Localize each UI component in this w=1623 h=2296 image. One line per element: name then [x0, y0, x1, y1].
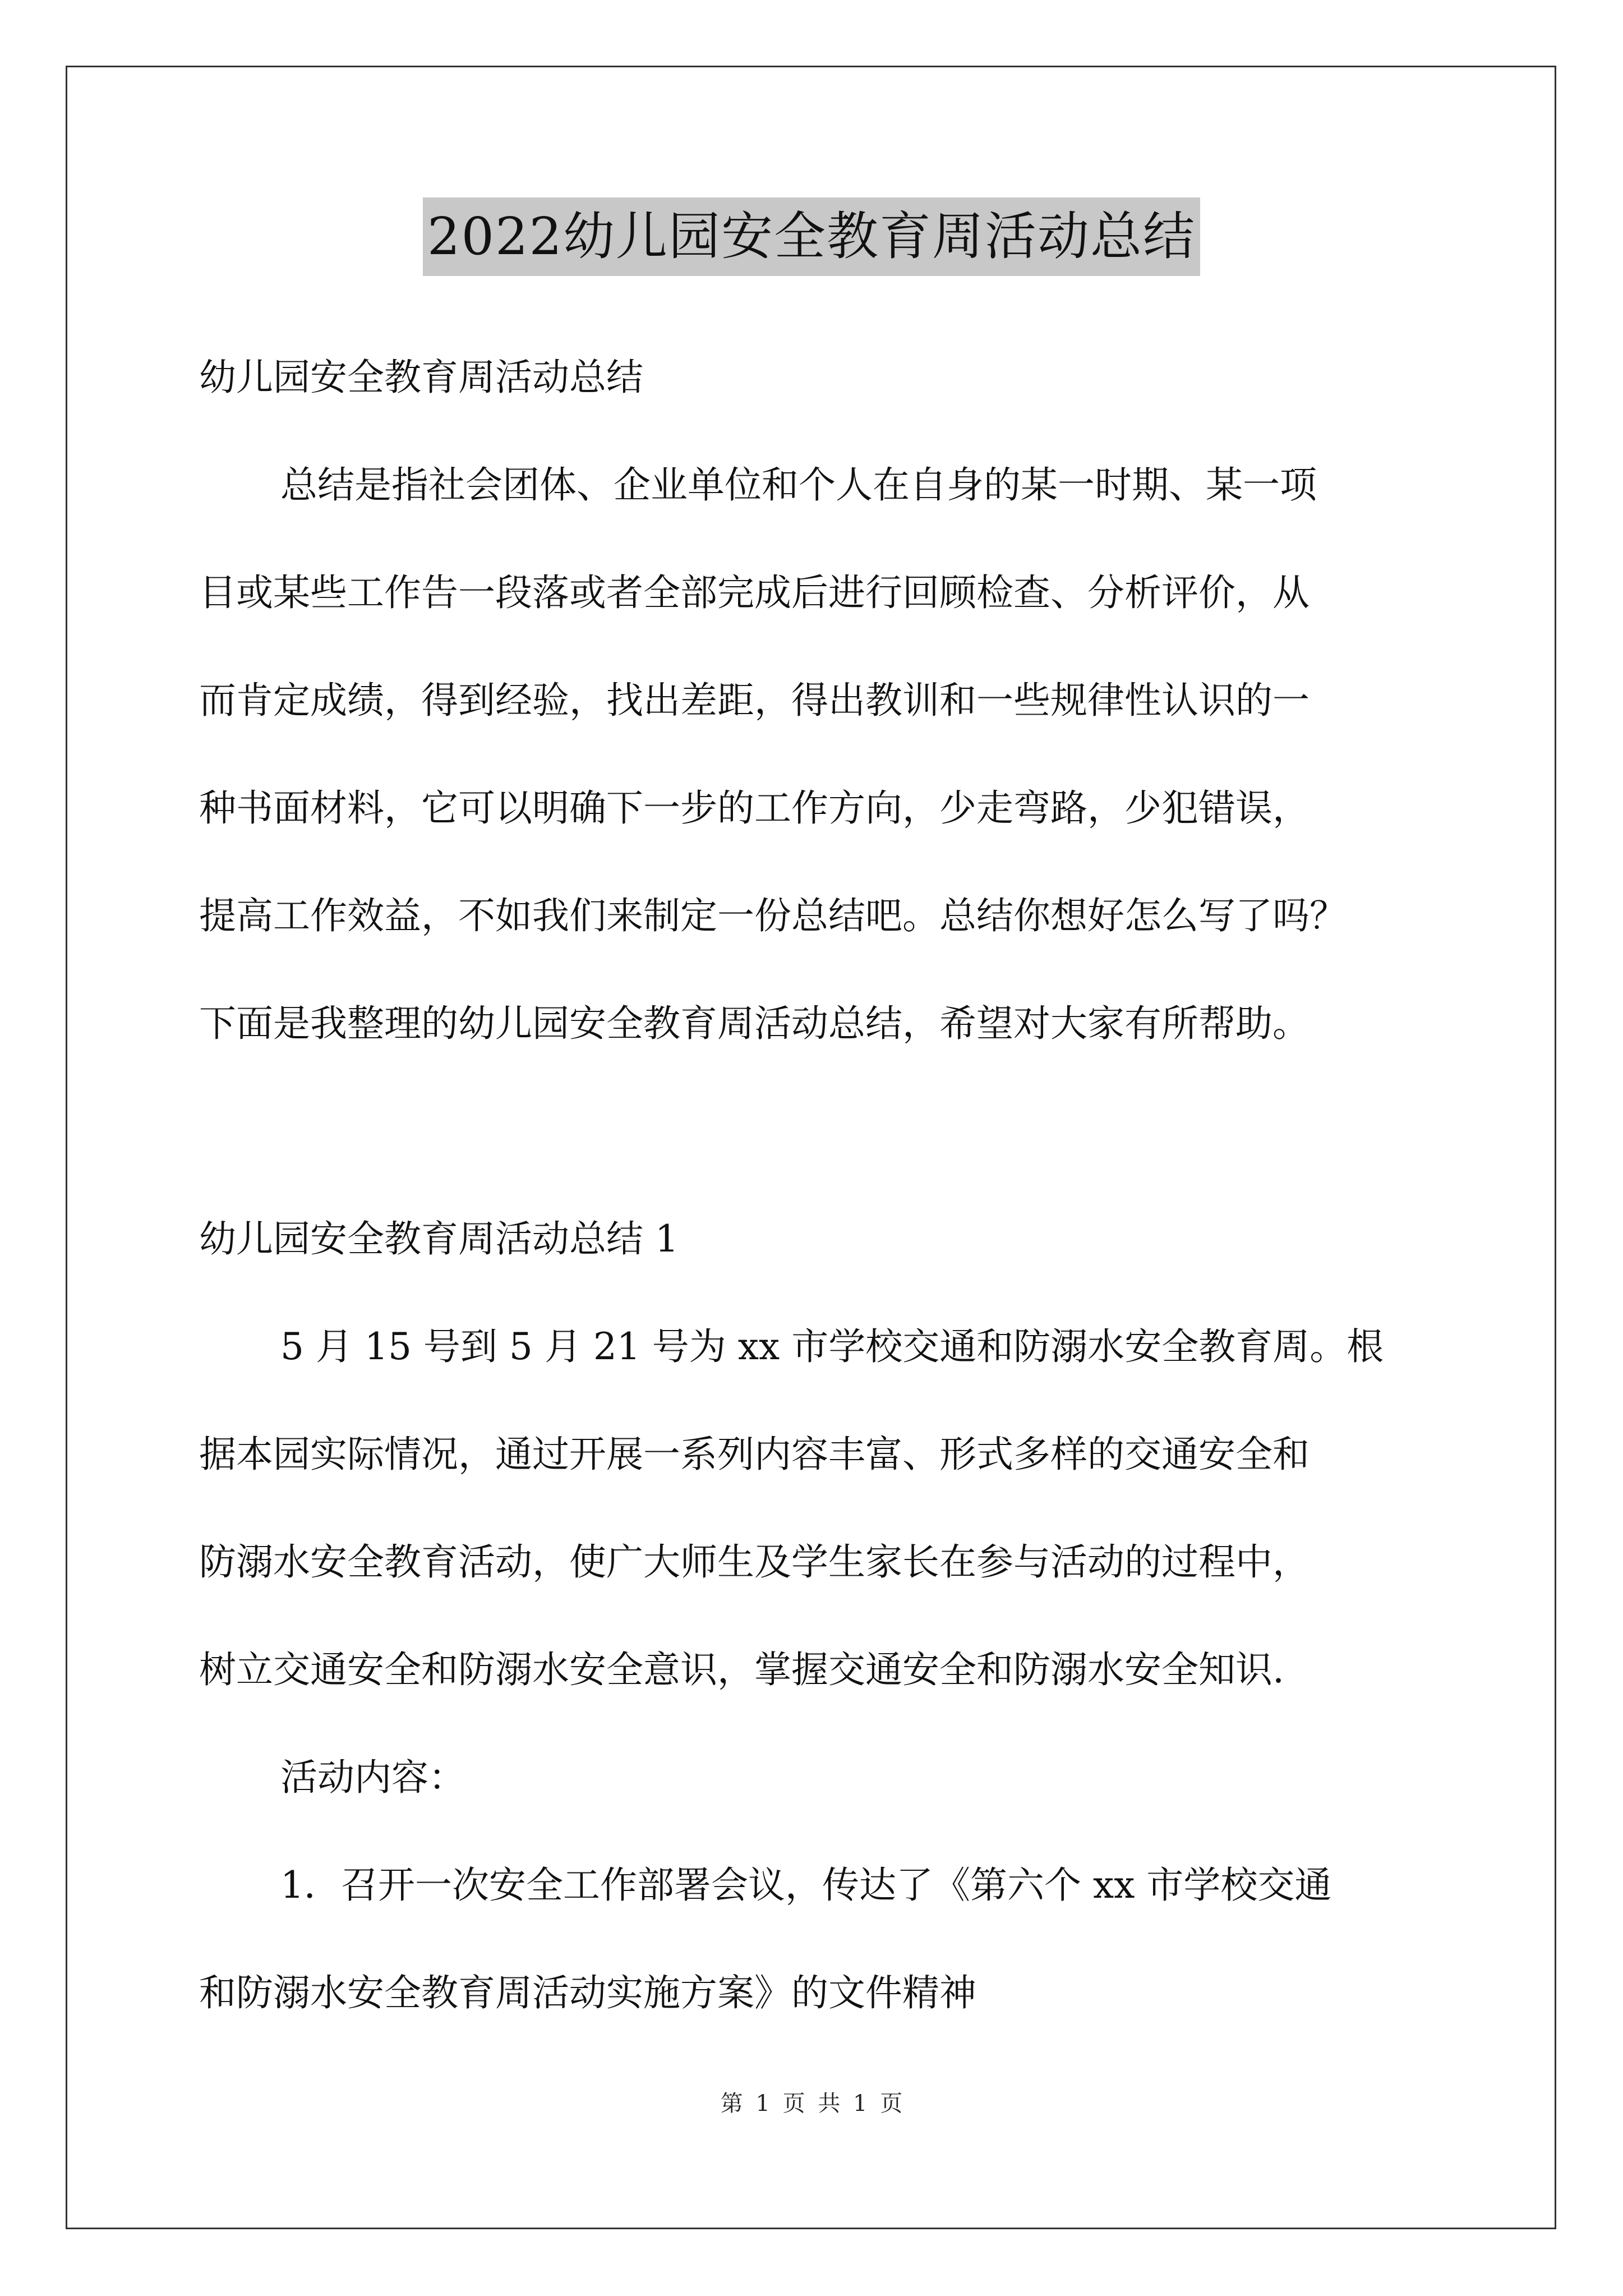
- section1-line: 防溺水安全教育活动，使广大师生及学生家长在参与活动的过程中，: [199, 1540, 1310, 1584]
- subtitle: 幼儿园安全教育周活动总结: [199, 356, 643, 399]
- title-wrapper: [0, 197, 1623, 276]
- section1-line: 据本园实际情况，通过开展一系列内容丰富、形式多样的交通安全和: [199, 1433, 1310, 1476]
- document-title: 2022幼儿园安全教育周活动总结: [423, 197, 1200, 276]
- section1-line: 5 月 15 号到 5 月 21 号为 xx 市学校交通和防溺水安全教育周。根: [280, 1325, 1384, 1368]
- page-footer: 第 1 页 共 1 页: [720, 2091, 903, 2116]
- section1-line: 树立交通安全和防溺水安全意识，掌握交通安全和防溺水安全知识.: [199, 1648, 1284, 1691]
- section-heading: 幼儿园安全教育周活动总结 1: [199, 1217, 679, 1260]
- intro-line: 提高工作效益，不如我们来制定一份总结吧。总结你想好怎么写了吗？: [199, 894, 1347, 937]
- intro-line: 而肯定成绩，得到经验，找出差距，得出教训和一些规律性认识的一: [199, 679, 1310, 722]
- activity-item-line: 1．召开一次安全工作部署会议，传达了《第六个 xx 市学校交通: [280, 1864, 1332, 1907]
- intro-line: 种书面材料，它可以明确下一步的工作方向，少走弯路，少犯错误，: [199, 786, 1310, 830]
- intro-line: 目或某些工作告一段落或者全部完成后进行回顾检查、分析评价，从: [199, 571, 1310, 614]
- activity-heading: 活动内容：: [280, 1756, 465, 1799]
- intro-line: 下面是我整理的幼儿园安全教育周活动总结，希望对大家有所帮助。: [199, 1002, 1310, 1045]
- activity-item-line: 和防溺水安全教育周活动实施方案》的文件精神: [199, 1971, 976, 2014]
- intro-line: 总结是指社会团体、企业单位和个人在自身的某一时期、某一项: [280, 463, 1317, 507]
